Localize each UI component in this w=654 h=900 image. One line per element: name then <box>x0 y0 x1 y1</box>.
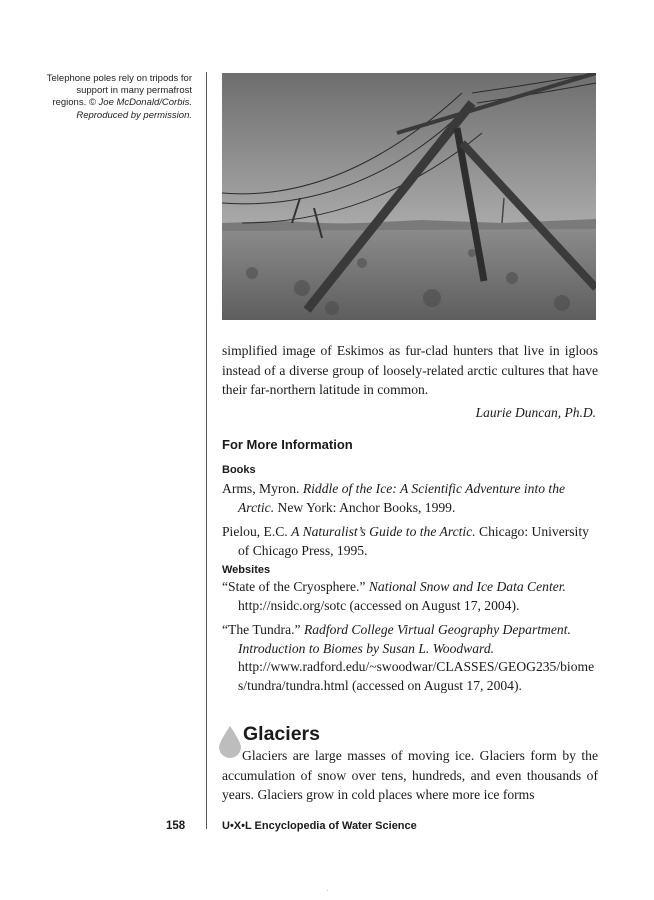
reference-entry: Pielou, E.C. A Naturalist’s Guide to the Arctic. Chicago: University of Chicago Press, 1995. <box>222 524 589 558</box>
margin-rule <box>206 72 207 829</box>
photo-caption <box>44 73 192 122</box>
glaciers-paragraph: Glaciers are large masses of moving ice. Glaciers form by the accumulation of snow over tens, hundreds, and even thousands of years. Glaciers grow in cold places where more ice forms <box>222 748 598 802</box>
page-number: 158 <box>166 820 186 832</box>
books-heading: Books <box>222 464 256 476</box>
closing-paragraph: simplified image of Eskimos as fur-clad hunters that live in igloos instead of a diverse group of loosely-related arctic cultures that have their far-northern latitude in common. <box>222 343 598 397</box>
caption-credit: © Joe McDonald/Corbis. Reproduced by permission. <box>76 97 192 121</box>
glaciers-heading: Glaciers <box>243 723 320 745</box>
websites-list <box>222 578 598 701</box>
author-attribution: Laurie Duncan, Ph.D. <box>475 405 596 420</box>
reference-entry: “The Tundra.” Radford College Virtual Geography Department. Introduction to Biomes by Susan L. Woodward. http://www.radford.edu/~swoodwar/CLASSES/GEOG235/biomes/tundra/tundra.html (accessed on August 17, 2004). <box>222 622 595 693</box>
reference-entry: Arms, Myron. Riddle of the Ice: A Scientific Adventure into the Arctic. New York: Anchor Books, 1999. <box>222 481 566 515</box>
telephone-poles-photo <box>222 73 596 320</box>
book-title: U•X•L Encyclopedia of Water Science <box>222 820 417 832</box>
more-info-heading: For More Information <box>222 437 353 452</box>
scan-speck <box>327 890 328 891</box>
websites-heading: Websites <box>222 564 271 576</box>
books-list <box>222 480 598 566</box>
reference-entry: “State of the Cryosphere.” National Snow and Ice Data Center. http://nsidc.org/sotc (accessed on August 17, 2004). <box>222 579 566 613</box>
caption-text: Telephone poles rely on tripods for support in many permafrost regions. <box>46 73 192 109</box>
